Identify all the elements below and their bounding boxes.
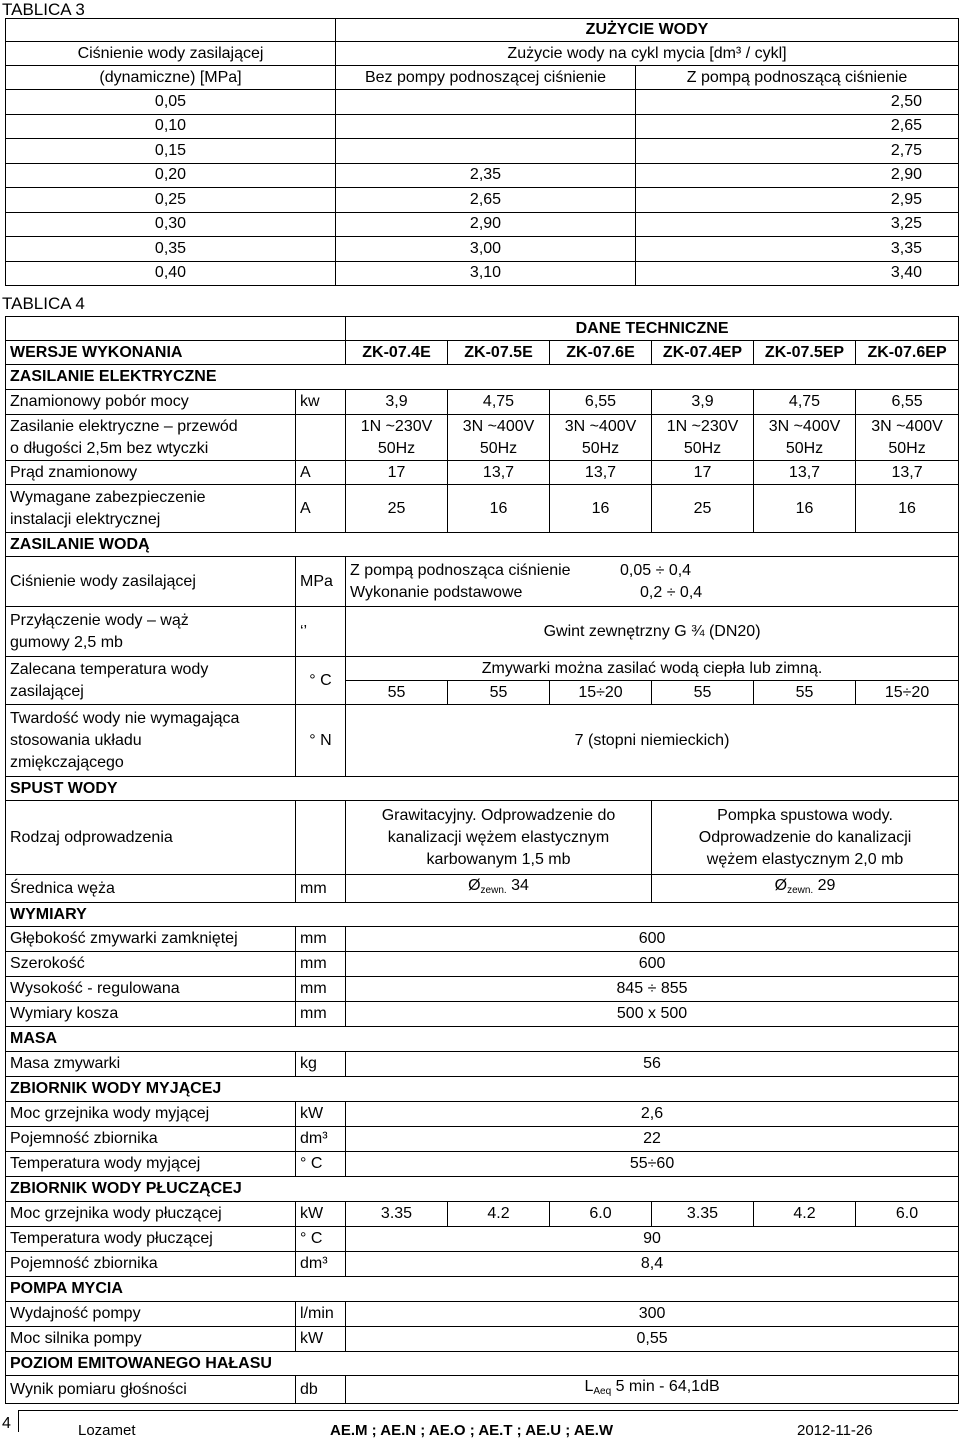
consumption-without-pump — [336, 90, 636, 115]
row-label: Pojemność zbiornika — [6, 1127, 296, 1152]
supply-value: 1N ~230V 50Hz — [346, 415, 448, 461]
consumption-without-pump: 2,65 — [336, 188, 636, 213]
table-row — [6, 1252, 959, 1277]
hose-diameter-unit: mm — [296, 875, 346, 903]
row-value: 300 — [346, 1302, 959, 1327]
rinse-heater-value: 3.35 — [652, 1202, 754, 1227]
pressure-header-line2: (dynamiczne) [MPa] — [6, 66, 336, 90]
table-row — [6, 188, 959, 213]
fuse-value: 25 — [652, 485, 754, 533]
supply-value: 1N ~230V 50Hz — [652, 415, 754, 461]
row-label: Wymiary kosza — [6, 1002, 296, 1027]
model-header: ZK-07.6E — [550, 341, 652, 365]
hose-diameter-label: Średnica węża — [6, 875, 296, 903]
pressure-value: 0,30 — [6, 212, 336, 237]
row-unit: mm — [296, 927, 346, 952]
table3-caption: TABLICA 3 — [2, 0, 85, 19]
fuse-label: Wymagane zabezpieczenie instalacji elektrycznej — [6, 485, 296, 533]
row-unit: kW — [296, 1102, 346, 1127]
table-row — [6, 163, 959, 188]
rinse-heater-value: 3.35 — [346, 1202, 448, 1227]
current-value: 13,7 — [754, 461, 856, 485]
noise-unit: db — [296, 1376, 346, 1404]
consumption-without-pump: 3,10 — [336, 261, 636, 286]
table-row — [6, 1127, 959, 1152]
table-row — [6, 977, 959, 1002]
rinse-heater-value: 6.0 — [550, 1202, 652, 1227]
row-value: 500 x 500 — [346, 1002, 959, 1027]
table-row — [6, 212, 959, 237]
fuse-value: 16 — [856, 485, 959, 533]
row-label: Moc silnika pompy — [6, 1327, 296, 1352]
current-value: 13,7 — [550, 461, 652, 485]
temp-value: 15÷20 — [550, 681, 652, 705]
hose-diameter-gravity: $Ø_{zewn.}$ 34 — [346, 875, 652, 903]
table-row — [6, 261, 959, 286]
power-label: Znamionowy pobór mocy — [6, 390, 296, 415]
consumption-with-pump: 2,75 — [636, 139, 959, 164]
fuse-value: 16 — [448, 485, 550, 533]
consumption-without-pump — [336, 114, 636, 139]
drain-gravity: Grawitacyjny. Odprowadzenie do kanalizacji wężem elastycznym karbowanym 1,5 mb — [346, 801, 652, 875]
hose-value: Gwint zewnętrzny G ¾ (DN20) — [346, 607, 959, 657]
noise-label: Wynik pomiaru głośności — [6, 1376, 296, 1404]
row-label: Temperatura wody płuczącej — [6, 1227, 296, 1252]
pressure-value: 0,35 — [6, 237, 336, 262]
consumption-without-pump: 2,35 — [336, 163, 636, 188]
consumption-with-pump: 2,65 — [636, 114, 959, 139]
pressure-value: 0,20 — [6, 163, 336, 188]
temp-label: Zalecana temperatura wody zasilającej — [6, 657, 296, 705]
section-wash-pump: POMPA MYCIA — [6, 1277, 959, 1302]
supply-label: Zasilanie elektryczne – przewód o długości 2,5m bez wtyczki — [6, 415, 296, 461]
hardness-unit: ° N — [296, 705, 346, 777]
table-row — [6, 90, 959, 115]
current-unit: A — [296, 461, 346, 485]
row-value: 600 — [346, 952, 959, 977]
table4-title: DANE TECHNICZNE — [346, 317, 959, 341]
row-label: Moc grzejnika wody myjącej — [6, 1102, 296, 1127]
row-value: 55÷60 — [346, 1152, 959, 1177]
row-label: Głębokość zmywarki zamkniętej — [6, 927, 296, 952]
row-unit: ° C — [296, 1227, 346, 1252]
drain-pump: Pompka spustowa wody. Odprowadzenie do kanalizacji wężem elastycznym 2,0 mb — [652, 801, 959, 875]
temp-unit: ° C — [296, 657, 346, 705]
drain-label: Rodzaj odprowadzenia — [6, 801, 296, 875]
hardness-label: Twardość wody nie wymagająca stosowania układu zmiękczającego — [6, 705, 296, 777]
table-row — [6, 237, 959, 262]
fuse-value: 16 — [754, 485, 856, 533]
section-dimensions: WYMIARY — [6, 903, 959, 927]
table-row — [6, 1102, 959, 1127]
hose-unit: ‘’ — [296, 607, 346, 657]
hardness-value: 7 (stopni niemieckich) — [346, 705, 959, 777]
rinse-heater-label: Moc grzejnika wody płuczącej — [6, 1202, 296, 1227]
pressure-value: 0,40 — [6, 261, 336, 286]
row-value: 8,4 — [346, 1252, 959, 1277]
section-drain: SPUST WODY — [6, 777, 959, 801]
pressure-unit: MPa — [296, 557, 346, 607]
temp-note: Zmywarki można zasilać wodą ciepła lub zimną. — [346, 657, 959, 681]
row-label: Pojemność zbiornika — [6, 1252, 296, 1277]
fuse-value: 16 — [550, 485, 652, 533]
footer-company: Lozamet — [78, 1422, 136, 1439]
supply-value: 3N ~400V 50Hz — [448, 415, 550, 461]
fuse-value: 25 — [346, 485, 448, 533]
table-row — [6, 1152, 959, 1177]
table3-title: ZUŻYCIE WODY — [336, 19, 959, 42]
table-row — [6, 1227, 959, 1252]
consumption-without-pump — [336, 139, 636, 164]
table-row — [6, 952, 959, 977]
row-unit: mm — [296, 1002, 346, 1027]
row-unit: l/min — [296, 1302, 346, 1327]
model-header: ZK-07.5E — [448, 341, 550, 365]
table-row — [6, 1327, 959, 1352]
row-unit: mm — [296, 977, 346, 1002]
table-row — [6, 1002, 959, 1027]
model-header: ZK-07.5EP — [754, 341, 856, 365]
pressure-header-line1: Ciśnienie wody zasilającej — [6, 42, 336, 66]
section-water: ZASILANIE WODĄ — [6, 533, 959, 557]
footer-models: AE.M ; AE.N ; AE.O ; AE.T ; AE.U ; AE.W — [330, 1422, 614, 1439]
consumption-with-pump: 2,90 — [636, 163, 959, 188]
consumption-with-pump: 2,50 — [636, 90, 959, 115]
pressure-values: Z pompą podnosząca ciśnienie 0,05 ÷ 0,4 Wykonanie podstawowe 0,2 ÷ 0,4 — [346, 557, 959, 607]
supply-value: 3N ~400V 50Hz — [856, 415, 959, 461]
rinse-heater-value: 4.2 — [448, 1202, 550, 1227]
power-value: 3,9 — [652, 390, 754, 415]
table-row — [6, 139, 959, 164]
page-number: 4 — [2, 1415, 11, 1432]
row-value: 845 ÷ 855 — [346, 977, 959, 1002]
rinse-heater-unit: kW — [296, 1202, 346, 1227]
hose-diameter-pump: $Ø_{zewn.}$ 29 — [652, 875, 959, 903]
technical-data-table — [5, 316, 959, 1404]
hose-label: Przyłączenie wody – wąż gumowy 2,5 mb — [6, 607, 296, 657]
header-without-pump: Bez pompy podnoszącej ciśnienie — [336, 66, 636, 90]
noise-value: $L_{Aeq}$ 5 min - 64,1dB — [346, 1376, 959, 1404]
mass-label: Masa zmywarki — [6, 1052, 296, 1077]
section-noise: POZIOM EMITOWANEGO HAŁASU — [6, 1352, 959, 1376]
row-label: Wydajność pompy — [6, 1302, 296, 1327]
temp-value: 55 — [346, 681, 448, 705]
current-value: 13,7 — [856, 461, 959, 485]
power-value: 4,75 — [754, 390, 856, 415]
pressure-value: 0,05 — [6, 90, 336, 115]
power-unit: kw — [296, 390, 346, 415]
current-value: 13,7 — [448, 461, 550, 485]
row-value: 600 — [346, 927, 959, 952]
header-with-pump: Z pompą podnoszącą ciśnienie — [636, 66, 959, 90]
pressure-value: 0,10 — [6, 114, 336, 139]
current-value: 17 — [652, 461, 754, 485]
row-unit: mm — [296, 952, 346, 977]
fuse-unit: A — [296, 485, 346, 533]
mass-unit: kg — [296, 1052, 346, 1077]
section-wash-tank: ZBIORNIK WODY MYJĄCEJ — [6, 1077, 959, 1102]
footer-date: 2012-11-26 — [797, 1422, 873, 1439]
temp-value: 55 — [448, 681, 550, 705]
current-label: Prąd znamionowy — [6, 461, 296, 485]
consumption-header: Zużycie wody na cykl mycia [dm³ / cykl] — [336, 42, 959, 66]
power-value: 6,55 — [856, 390, 959, 415]
pressure-value: 0,15 — [6, 139, 336, 164]
table-row — [6, 927, 959, 952]
table4-caption: TABLICA 4 — [2, 294, 85, 313]
section-rinse-tank: ZBIORNIK WODY PŁUCZĄCEJ — [6, 1177, 959, 1202]
table-row — [6, 1302, 959, 1327]
footer-rule — [18, 1410, 958, 1411]
versions-label: WERSJE WYKONANIA — [6, 341, 346, 365]
table-row — [6, 114, 959, 139]
temp-value: 55 — [754, 681, 856, 705]
power-value: 4,75 — [448, 390, 550, 415]
consumption-with-pump: 2,95 — [636, 188, 959, 213]
temp-value: 55 — [652, 681, 754, 705]
row-value: 2,6 — [346, 1102, 959, 1127]
model-header: ZK-07.6EP — [856, 341, 959, 365]
footer-rule-vertical — [18, 1410, 19, 1432]
supply-value: 3N ~400V 50Hz — [550, 415, 652, 461]
consumption-with-pump: 3,35 — [636, 237, 959, 262]
section-electric: ZASILANIE ELEKTRYCZNE — [6, 365, 959, 390]
row-label: Wysokość - regulowana — [6, 977, 296, 1002]
consumption-without-pump: 2,90 — [336, 212, 636, 237]
consumption-with-pump: 3,40 — [636, 261, 959, 286]
row-unit: dm³ — [296, 1252, 346, 1277]
row-label: Szerokość — [6, 952, 296, 977]
rinse-heater-value: 4.2 — [754, 1202, 856, 1227]
pressure-value: 0,25 — [6, 188, 336, 213]
current-value: 17 — [346, 461, 448, 485]
row-value: 90 — [346, 1227, 959, 1252]
water-consumption-table — [5, 18, 959, 286]
row-unit: dm³ — [296, 1127, 346, 1152]
pressure-label: Ciśnienie wody zasilającej — [6, 557, 296, 607]
section-mass: MASA — [6, 1027, 959, 1052]
row-value: 0,55 — [346, 1327, 959, 1352]
row-label: Temperatura wody myjącej — [6, 1152, 296, 1177]
consumption-with-pump: 3,25 — [636, 212, 959, 237]
row-unit: ° C — [296, 1152, 346, 1177]
power-value: 3,9 — [346, 390, 448, 415]
temp-value: 15÷20 — [856, 681, 959, 705]
model-header: ZK-07.4EP — [652, 341, 754, 365]
row-value: 22 — [346, 1127, 959, 1152]
row-unit: kW — [296, 1327, 346, 1352]
supply-value: 3N ~400V 50Hz — [754, 415, 856, 461]
consumption-without-pump: 3,00 — [336, 237, 636, 262]
model-header: ZK-07.4E — [346, 341, 448, 365]
mass-value: 56 — [346, 1052, 959, 1077]
power-value: 6,55 — [550, 390, 652, 415]
rinse-heater-value: 6.0 — [856, 1202, 959, 1227]
